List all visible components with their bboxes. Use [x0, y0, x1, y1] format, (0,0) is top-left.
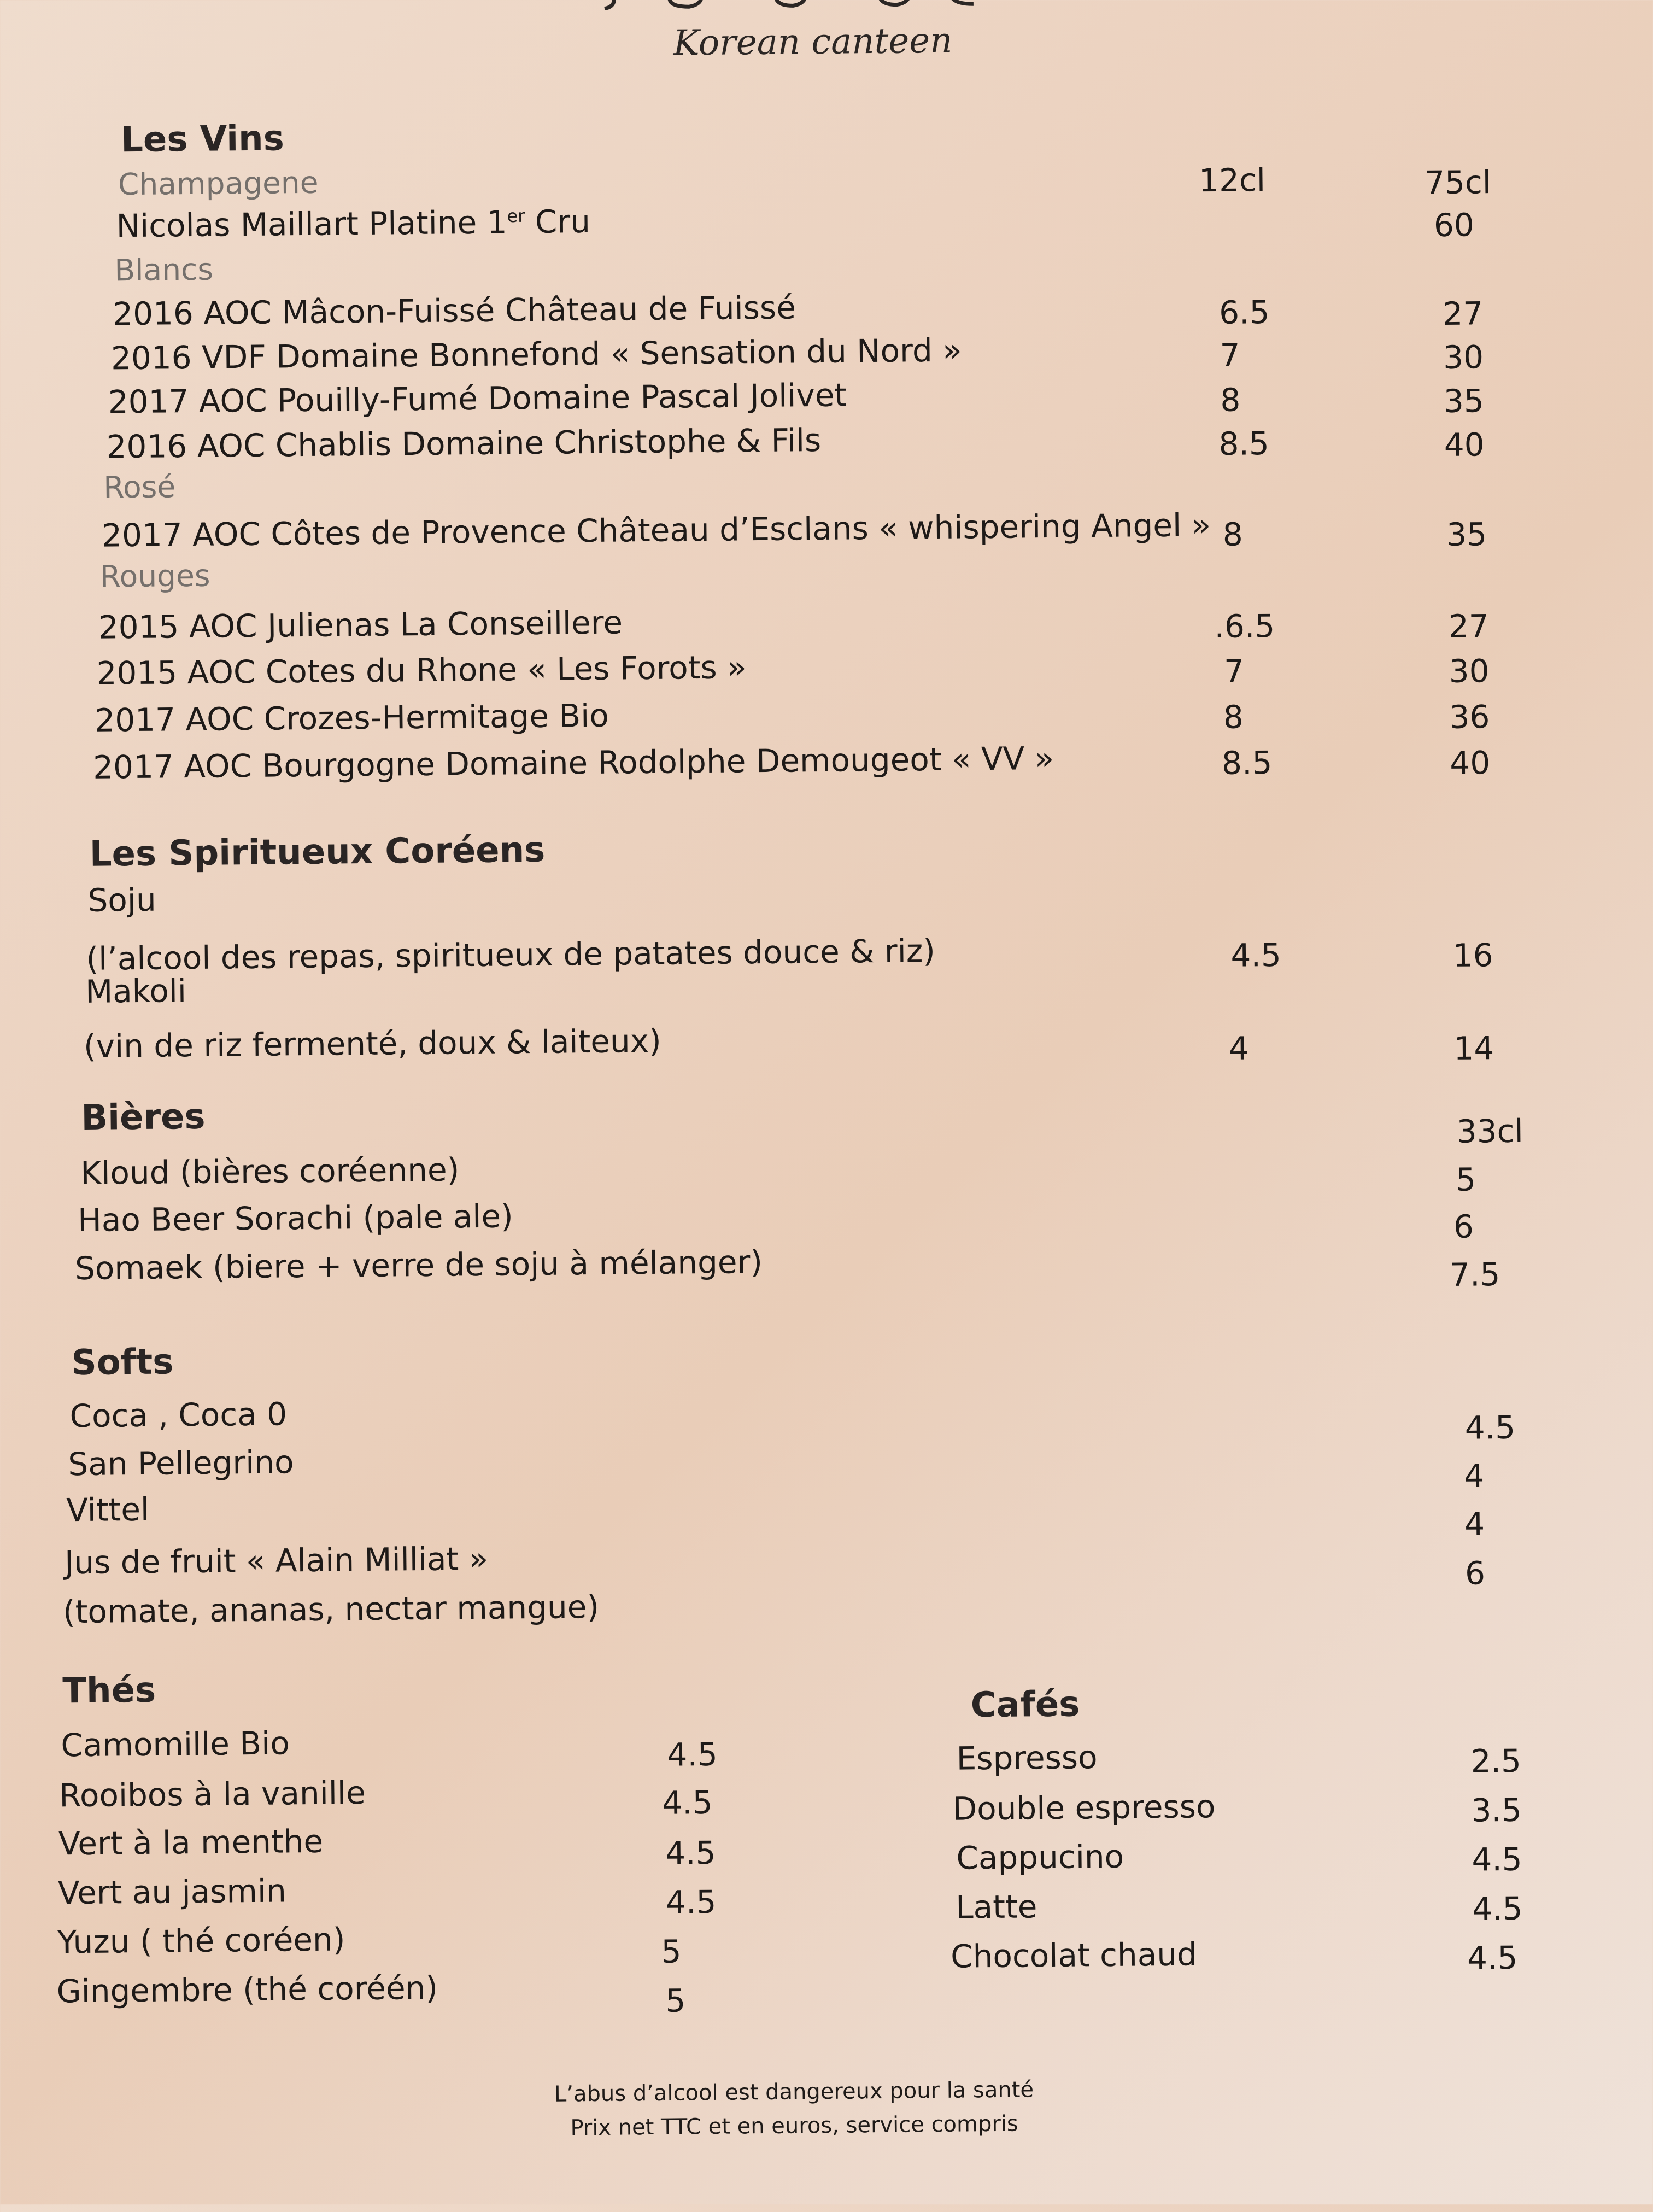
- beer-item: Hao Beer Sorachi (pale ale): [77, 1197, 514, 1239]
- spirit-name: Soju: [87, 881, 157, 919]
- coffee-price: 4.5: [1472, 1840, 1522, 1879]
- price-12cl: 8.5: [1221, 744, 1273, 782]
- wine-item: 2016 AOC Chablis Domaine Christophe & Fils: [106, 421, 822, 466]
- coffee-item: Chocolat chaud: [950, 1935, 1198, 1975]
- tea-item: Yuzu ( thé coréen): [57, 1921, 345, 1961]
- tea-item: Vert à la menthe: [58, 1822, 324, 1863]
- soft-price: 6: [1464, 1554, 1486, 1592]
- tea-item: Rooibos à la vanille: [58, 1774, 366, 1815]
- category-rouges: Rouges: [99, 558, 210, 594]
- tea-price: 4.5: [665, 1834, 716, 1872]
- section-title-cafes: Cafés: [970, 1684, 1080, 1726]
- tea-price: 4.5: [661, 1783, 713, 1822]
- beer-item: Somaek (biere + verre de soju à mélanger): [74, 1243, 763, 1288]
- coffee-price: 2.5: [1470, 1742, 1522, 1780]
- price-12cl: 7: [1220, 336, 1240, 374]
- tea-item: Vert au jasmin: [57, 1872, 287, 1912]
- tea-price: 4.5: [665, 1883, 717, 1921]
- footer-price-note: Prix net TTC et en euros, service compris: [570, 2111, 1018, 2141]
- price-75cl: 40: [1444, 426, 1485, 464]
- coffee-price: 3.5: [1471, 1791, 1522, 1829]
- wine-item: 2017 AOC Côtes de Provence Château d’Esclans « whispering Angel »: [101, 506, 1211, 554]
- section-title-softs: Softs: [71, 1342, 174, 1384]
- soft-price: 4.5: [1464, 1408, 1516, 1447]
- coffee-item: Espresso: [956, 1739, 1098, 1777]
- category-champagne: Champagene: [118, 165, 319, 202]
- section-title-thes: Thés: [62, 1670, 156, 1712]
- price-12cl: 4: [1228, 1029, 1250, 1067]
- price-75cl: 60: [1433, 206, 1475, 244]
- soft-item: Vittel: [66, 1490, 150, 1529]
- price-12cl: 4.5: [1230, 936, 1282, 974]
- tea-price: 5: [661, 1933, 682, 1970]
- tea-item: Gingembre (thé coréén): [56, 1969, 438, 2010]
- wine-item: 2017 AOC Pouilly-Fumé Domaine Pascal Jolivet: [108, 376, 847, 421]
- category-rose: Rosé: [103, 469, 176, 505]
- section-title-vins: Les Vins: [120, 118, 285, 161]
- tea-price: 5: [665, 1982, 686, 2020]
- price-75cl: 36: [1449, 698, 1490, 736]
- footer-alcohol-warning: L’abus d’alcool est dangereux pour la santé: [554, 2077, 1034, 2107]
- spirit-description: (l’alcool des repas, spiritueux de patates douce & riz): [86, 932, 936, 978]
- price-75cl: 27: [1443, 295, 1484, 332]
- price-12cl: 8: [1222, 516, 1244, 553]
- price-75cl: 30: [1443, 338, 1484, 376]
- wine-item: 2017 AOC Bourgogne Domaine Rodolphe Demougeot « VV »: [92, 739, 1054, 786]
- section-title-bieres: Bières: [81, 1096, 206, 1138]
- column-header-33cl: 33cl: [1456, 1112, 1523, 1150]
- tea-item: Camomille Bio: [61, 1724, 290, 1764]
- wine-item: 2017 AOC Crozes-Hermitage Bio: [95, 697, 609, 739]
- spirit-name: Makoli: [85, 972, 187, 1010]
- soft-item: San Pellegrino: [68, 1443, 294, 1483]
- price-33cl: 5: [1455, 1161, 1476, 1198]
- price-33cl: 6: [1453, 1208, 1474, 1245]
- price-75cl: 16: [1452, 937, 1493, 974]
- price-12cl: 6.5: [1218, 294, 1270, 331]
- coffee-price: 4.5: [1472, 1889, 1523, 1928]
- soft-price: 4: [1463, 1457, 1485, 1495]
- price-75cl: 27: [1448, 607, 1490, 645]
- price-12cl: 8: [1220, 381, 1241, 419]
- column-header-75cl: 75cl: [1424, 163, 1492, 202]
- soft-price: 4: [1464, 1505, 1485, 1543]
- coffee-item: Double espresso: [952, 1788, 1216, 1828]
- beer-item: Kloud (bières coréenne): [80, 1151, 460, 1192]
- wine-item: 2016 AOC Mâcon-Fuissé Château de Fuissé: [112, 289, 796, 333]
- soft-item-note: (tomate, ananas, nectar mangue): [62, 1588, 600, 1631]
- price-75cl: 40: [1450, 744, 1491, 782]
- soft-item: Jus de fruit « Alain Milliat »: [64, 1540, 489, 1582]
- price-12cl: 7: [1223, 652, 1245, 690]
- wine-item-champagne: Nicolas Maillart Platine 1er Cru: [116, 202, 591, 245]
- price-75cl: 35: [1443, 382, 1485, 420]
- price-75cl: 30: [1449, 652, 1490, 690]
- price-12cl: 8: [1223, 698, 1244, 736]
- price-75cl: 35: [1446, 516, 1487, 553]
- column-header-12cl: 12cl: [1198, 161, 1266, 200]
- logo-fragment: [596, 0, 1012, 19]
- coffee-item: Cappucino: [956, 1838, 1124, 1877]
- wine-item: 2015 AOC Julienas La Conseillere: [98, 604, 623, 646]
- restaurant-subtitle: Korean canteen: [673, 20, 953, 64]
- category-blancs: Blancs: [114, 251, 214, 288]
- price-33cl: 7.5: [1449, 1256, 1500, 1294]
- coffee-item: Latte: [955, 1888, 1037, 1926]
- wine-item: 2016 VDF Domaine Bonnefond « Sensation du Nord »: [110, 331, 962, 377]
- tea-price: 4.5: [667, 1735, 718, 1774]
- section-title-spiritueux: Les Spiritueux Coréens: [89, 829, 546, 875]
- price-12cl: .6.5: [1214, 607, 1275, 646]
- price-12cl: 8.5: [1218, 425, 1270, 463]
- spirit-description: (vin de riz fermenté, doux & laiteux): [83, 1022, 661, 1065]
- soft-item: Coca , Coca 0: [69, 1395, 288, 1435]
- wine-item: 2015 AOC Cotes du Rhone « Les Forots »: [96, 648, 747, 692]
- price-75cl: 14: [1453, 1029, 1494, 1067]
- coffee-price: 4.5: [1467, 1939, 1518, 1977]
